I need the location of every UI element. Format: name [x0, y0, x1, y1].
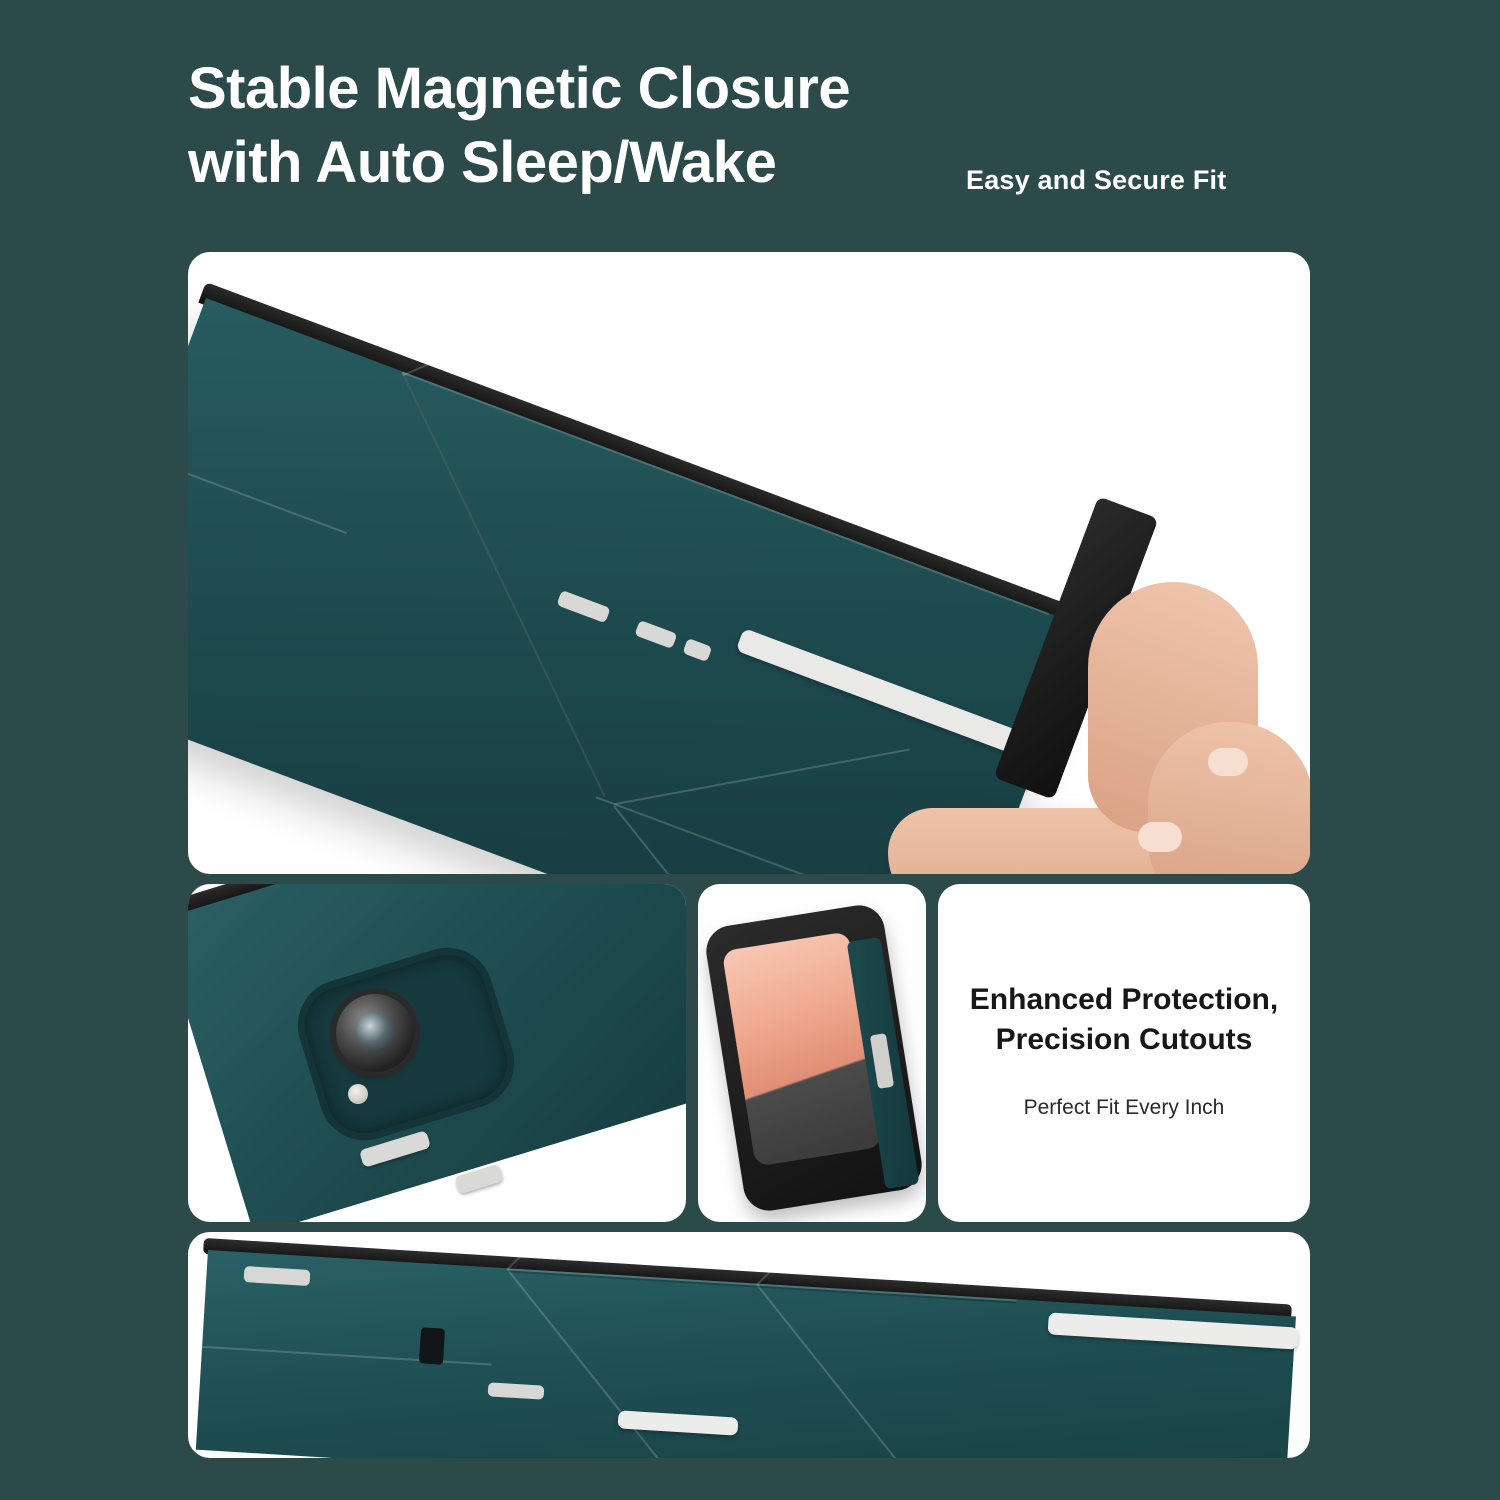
feature-subtitle: Perfect Fit Every Inch [1023, 1096, 1225, 1119]
case-back-panel [188, 298, 1086, 874]
fold-line-left-flap [188, 457, 347, 534]
fold-line-4 [614, 749, 909, 806]
fingernail-1 [1208, 748, 1248, 776]
headline-line-1: Stable Magnetic Closure [188, 56, 851, 121]
page-title [188, 52, 1008, 200]
feature-title-line-1: Enhanced Protection, [969, 983, 1279, 1016]
hand-fingers [1148, 722, 1310, 874]
main-product-photo [188, 252, 1310, 874]
bottom-fold-left-flap [202, 1346, 492, 1366]
feature-text-panel [938, 884, 1310, 1222]
screen-edge-photo [698, 884, 926, 1222]
headline-line-2: with Auto Sleep/Wake [188, 130, 777, 196]
fingernail-2 [1138, 822, 1182, 852]
feature-title [938, 980, 1310, 1060]
camera-flash [348, 1084, 368, 1104]
bottom-fold-3 [756, 1284, 913, 1458]
camera-lens-glass [354, 1012, 394, 1052]
bottom-port-cutout [419, 1327, 445, 1364]
camera-cutout-photo [188, 884, 686, 1222]
main-photo-art [188, 252, 1310, 874]
header-subtitle: Easy and Secure Fit [966, 165, 1227, 195]
case-back-origami-photo [188, 1232, 1310, 1458]
fold-line-2 [403, 252, 826, 376]
feature-title-line-2: Precision Cutouts [995, 1023, 1253, 1057]
